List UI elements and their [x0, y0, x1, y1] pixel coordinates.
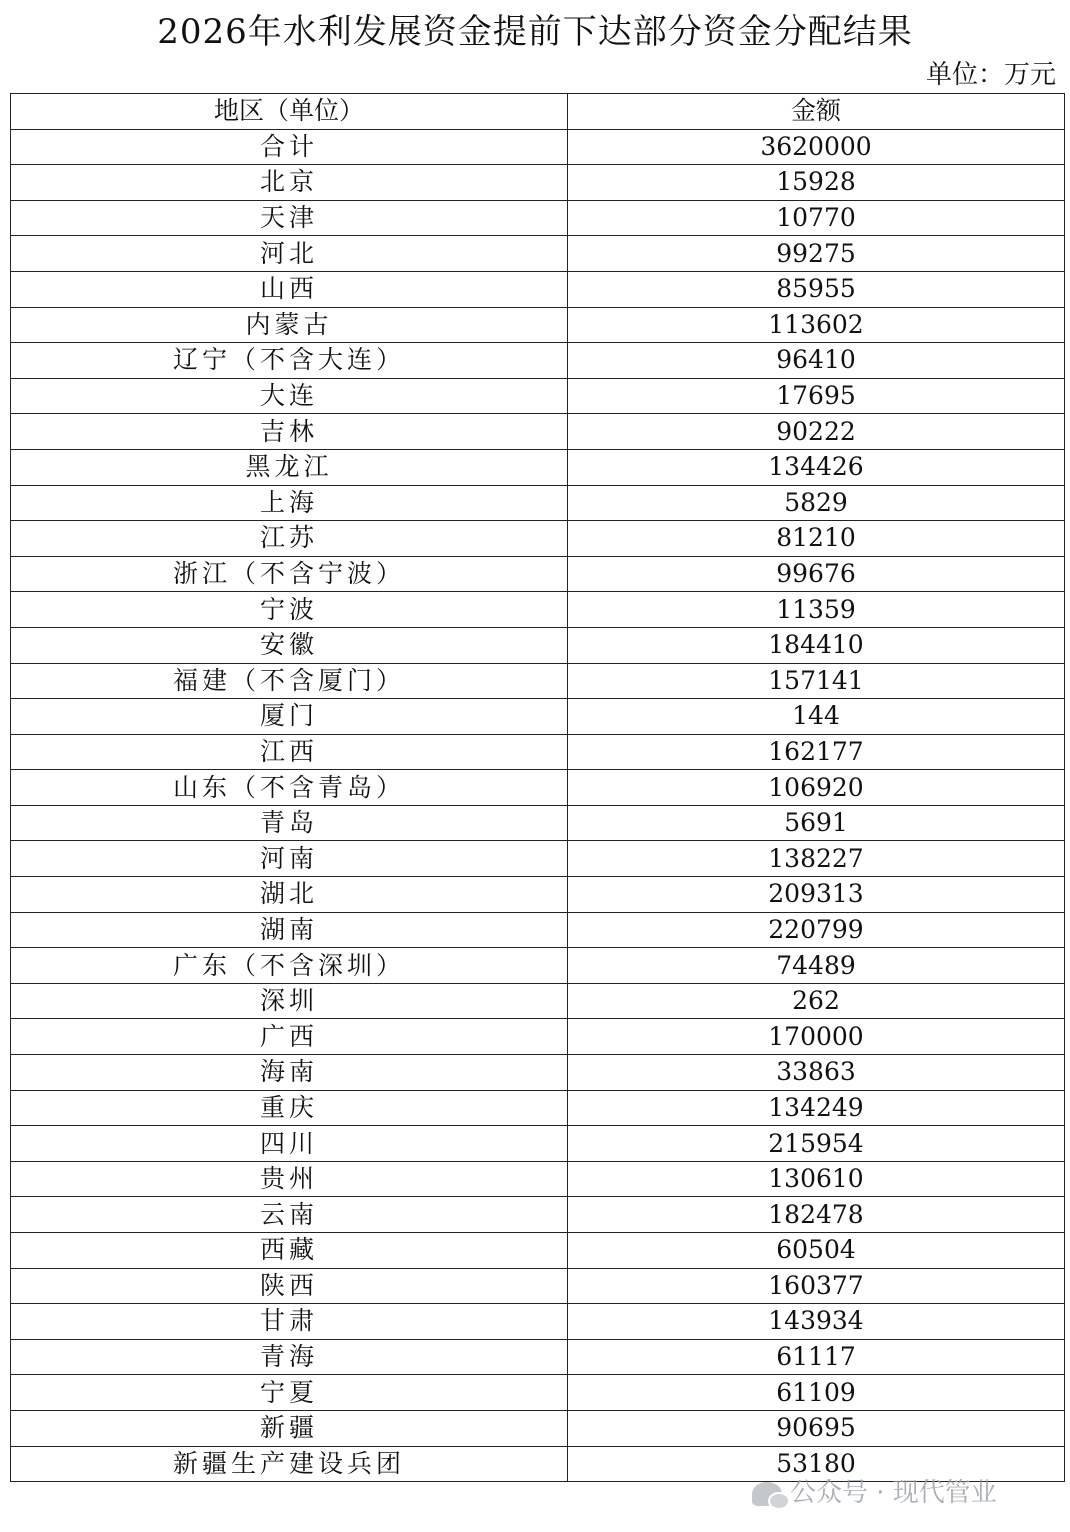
amount-cell: 15928 [568, 165, 1065, 201]
amount-cell: 81210 [568, 521, 1065, 557]
table-row [11, 770, 1065, 806]
region-cell: 河北 [11, 236, 568, 272]
amount-cell: 160377 [568, 1268, 1065, 1304]
region-cell: 青岛 [11, 805, 568, 841]
amount-cell: 182478 [568, 1197, 1065, 1233]
region-cell: 贵州 [11, 1161, 568, 1197]
region-cell: 山东（不含青岛） [11, 770, 568, 806]
amount-cell: 170000 [568, 1019, 1065, 1055]
region-cell: 青海 [11, 1339, 568, 1375]
region-cell: 天津 [11, 200, 568, 236]
region-cell: 山西 [11, 271, 568, 307]
table-row [11, 1126, 1065, 1162]
table-row [11, 236, 1065, 272]
table-row [11, 556, 1065, 592]
amount-cell: 17695 [568, 378, 1065, 414]
amount-cell: 99676 [568, 556, 1065, 592]
table-row [11, 343, 1065, 379]
region-cell: 海南 [11, 1055, 568, 1091]
table-row [11, 1161, 1065, 1197]
region-cell: 上海 [11, 485, 568, 521]
amount-cell: 157141 [568, 663, 1065, 699]
region-cell: 河南 [11, 841, 568, 877]
region-cell: 重庆 [11, 1090, 568, 1126]
region-cell: 广东（不含深圳） [11, 948, 568, 984]
region-cell: 甘肃 [11, 1304, 568, 1340]
table-row [11, 485, 1065, 521]
amount-cell: 60504 [568, 1233, 1065, 1269]
table-row [11, 165, 1065, 201]
amount-cell: 61117 [568, 1339, 1065, 1375]
amount-cell: 74489 [568, 948, 1065, 984]
table-row [11, 1375, 1065, 1411]
amount-cell: 138227 [568, 841, 1065, 877]
region-cell: 深圳 [11, 983, 568, 1019]
region-cell: 大连 [11, 378, 568, 414]
region-cell: 北京 [11, 165, 568, 201]
amount-cell: 33863 [568, 1055, 1065, 1091]
region-cell: 四川 [11, 1126, 568, 1162]
table-row [11, 1197, 1065, 1233]
amount-cell: 130610 [568, 1161, 1065, 1197]
amount-cell: 220799 [568, 912, 1065, 948]
table-row [11, 521, 1065, 557]
amount-cell: 209313 [568, 877, 1065, 913]
table-row [11, 805, 1065, 841]
amount-cell: 11359 [568, 592, 1065, 628]
table-row [11, 449, 1065, 485]
amount-cell: 134249 [568, 1090, 1065, 1126]
region-cell: 厦门 [11, 699, 568, 735]
watermark [752, 1472, 997, 1509]
table-row [11, 1410, 1065, 1446]
amount-cell: 53180 [568, 1446, 1065, 1482]
amount-cell: 262 [568, 983, 1065, 1019]
table-row [11, 841, 1065, 877]
table-row [11, 627, 1065, 663]
table-row [11, 1268, 1065, 1304]
total-amount: 3620000 [568, 129, 1065, 165]
amount-cell: 143934 [568, 1304, 1065, 1340]
amount-cell: 106920 [568, 770, 1065, 806]
region-cell: 安徽 [11, 627, 568, 663]
amount-cell: 96410 [568, 343, 1065, 379]
amount-cell: 113602 [568, 307, 1065, 343]
allocation-table [10, 93, 1065, 1482]
region-cell: 宁夏 [11, 1375, 568, 1411]
region-cell: 云南 [11, 1197, 568, 1233]
header-amount: 金额 [568, 94, 1065, 130]
table-row [11, 378, 1065, 414]
table-row [11, 1304, 1065, 1340]
wechat-icon [752, 1482, 782, 1506]
table-row [11, 1233, 1065, 1269]
region-cell: 福建（不含厦门） [11, 663, 568, 699]
table-row [11, 592, 1065, 628]
table-row [11, 414, 1065, 450]
amount-cell: 61109 [568, 1375, 1065, 1411]
amount-cell: 90222 [568, 414, 1065, 450]
table-row [11, 948, 1065, 984]
table-row [11, 1339, 1065, 1375]
amount-cell: 162177 [568, 734, 1065, 770]
table-row [11, 877, 1065, 913]
total-row [11, 129, 1065, 165]
total-label: 合计 [11, 129, 568, 165]
amount-cell: 10770 [568, 200, 1065, 236]
amount-cell: 144 [568, 699, 1065, 735]
amount-cell: 85955 [568, 271, 1065, 307]
region-cell: 湖南 [11, 912, 568, 948]
amount-cell: 215954 [568, 1126, 1065, 1162]
region-cell: 辽宁（不含大连） [11, 343, 568, 379]
amount-cell: 99275 [568, 236, 1065, 272]
table-row [11, 1055, 1065, 1091]
amount-cell: 5691 [568, 805, 1065, 841]
table-body [11, 129, 1065, 1482]
region-cell: 宁波 [11, 592, 568, 628]
table-row [11, 663, 1065, 699]
table-row [11, 734, 1065, 770]
region-cell: 新疆生产建设兵团 [11, 1446, 568, 1482]
amount-cell: 90695 [568, 1410, 1065, 1446]
region-cell: 内蒙古 [11, 307, 568, 343]
table-row [11, 1019, 1065, 1055]
table-header-row [11, 94, 1065, 130]
unit-label: 单位：万元 [925, 60, 1056, 90]
amount-cell: 184410 [568, 627, 1065, 663]
watermark-text: 公众号 · 现代管业 [790, 1478, 997, 1508]
table-row [11, 200, 1065, 236]
table-row [11, 307, 1065, 343]
region-cell: 陕西 [11, 1268, 568, 1304]
table-row [11, 271, 1065, 307]
document-title: 2026年水利发展资金提前下达部分资金分配结果 [157, 12, 913, 52]
table-row [11, 1090, 1065, 1126]
region-cell: 江西 [11, 734, 568, 770]
table-row [11, 983, 1065, 1019]
region-cell: 西藏 [11, 1233, 568, 1269]
table-row [11, 699, 1065, 735]
amount-cell: 134426 [568, 449, 1065, 485]
region-cell: 湖北 [11, 877, 568, 913]
region-cell: 吉林 [11, 414, 568, 450]
amount-cell: 5829 [568, 485, 1065, 521]
region-cell: 浙江（不含宁波） [11, 556, 568, 592]
region-cell: 江苏 [11, 521, 568, 557]
region-cell: 新疆 [11, 1410, 568, 1446]
region-cell: 广西 [11, 1019, 568, 1055]
table-row [11, 912, 1065, 948]
region-cell: 黑龙江 [11, 449, 568, 485]
header-region: 地区（单位） [11, 94, 568, 130]
